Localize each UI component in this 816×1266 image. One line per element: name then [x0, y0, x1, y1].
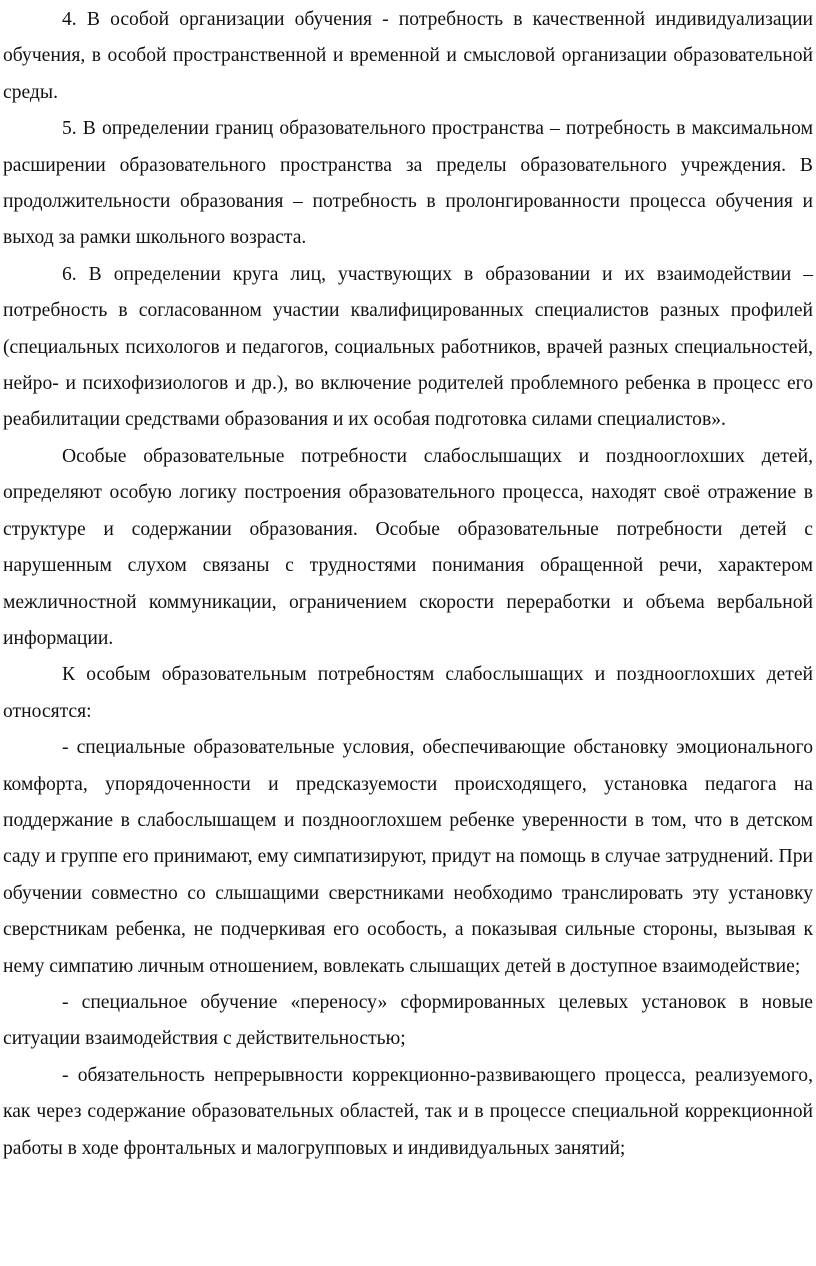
- paragraph-item-6: 6. В определении круга лиц, участвующих в образовании и их взаимодействии – потребность в согласованном участии квалифицированных специалистов разных профилей (специальных психологов и педагогов, социальных работников, врачей разных специальностей, нейро- и психофизиологов и др.), во включение родителей проблемного ребенка в процесс его реабилитации средствами образования и их особая подготовка силами специалистов».: [3, 263, 813, 431]
- paragraph-special-needs-intro: Особые образовательные потребности слабослышащих и позднооглохших детей, определяют особую логику построения образовательного процесса, находят своё отражение в структуре и содержании образования. Особые образовательные потребности детей с нарушенным слухом связаны с трудностями понимания обращенной речи, характером межличностной коммуникации, ограничением скорости переработки и объема вербальной информации.: [3, 445, 813, 649]
- list-item-continuity: - обязательность непрерывности коррекционно-развивающего процесса, реализуемого, как через содержание образовательных областей, так и в процессе специальной коррекционной работы в ходе фронтальных и малогрупповых и индивидуальных занятий;: [3, 1064, 813, 1159]
- list-item-transfer-training: - специальное обучение «переносу» сформированных целевых установок в новые ситуации взаимодействия с действительностью;: [3, 991, 813, 1050]
- paragraph-item-4: 4. В особой организации обучения - потребность в качественной индивидуализации обучения, в особой пространственной и временной и смысловой организации образовательной среды.: [3, 9, 813, 103]
- paragraph-item-5: 5. В определении границ образовательного пространства – потребность в максимальном расширении образовательного пространства за пределы образовательного учреждения. В продолжительности образования – потребность в пролонгированности процесса обучения и выход за рамки школьного возраста.: [3, 118, 813, 249]
- paragraph-needs-list-heading: К особым образовательным потребностям слабослышащих и позднооглохших детей относятся:: [3, 664, 813, 722]
- list-item-special-conditions: - специальные образовательные условия, обеспечивающие обстановку эмоционального комфорта, упорядоченности и предсказуемости происходящего, установка педагога на поддержание в слабослышащем и позднооглохшем ребенке уверенности в том, что в детском саду и группе его принимают, ему симпатизируют, придут на помощь в случае затруднений. При обучении совместно со слышащими сверстниками необходимо транслировать эту установку сверстникам ребенка, не подчеркивая его особость, а показывая сильные стороны, вызывая к нему симпатию личным отношением, вовлекать слышащих детей в доступное взаимодействие;: [3, 737, 813, 977]
